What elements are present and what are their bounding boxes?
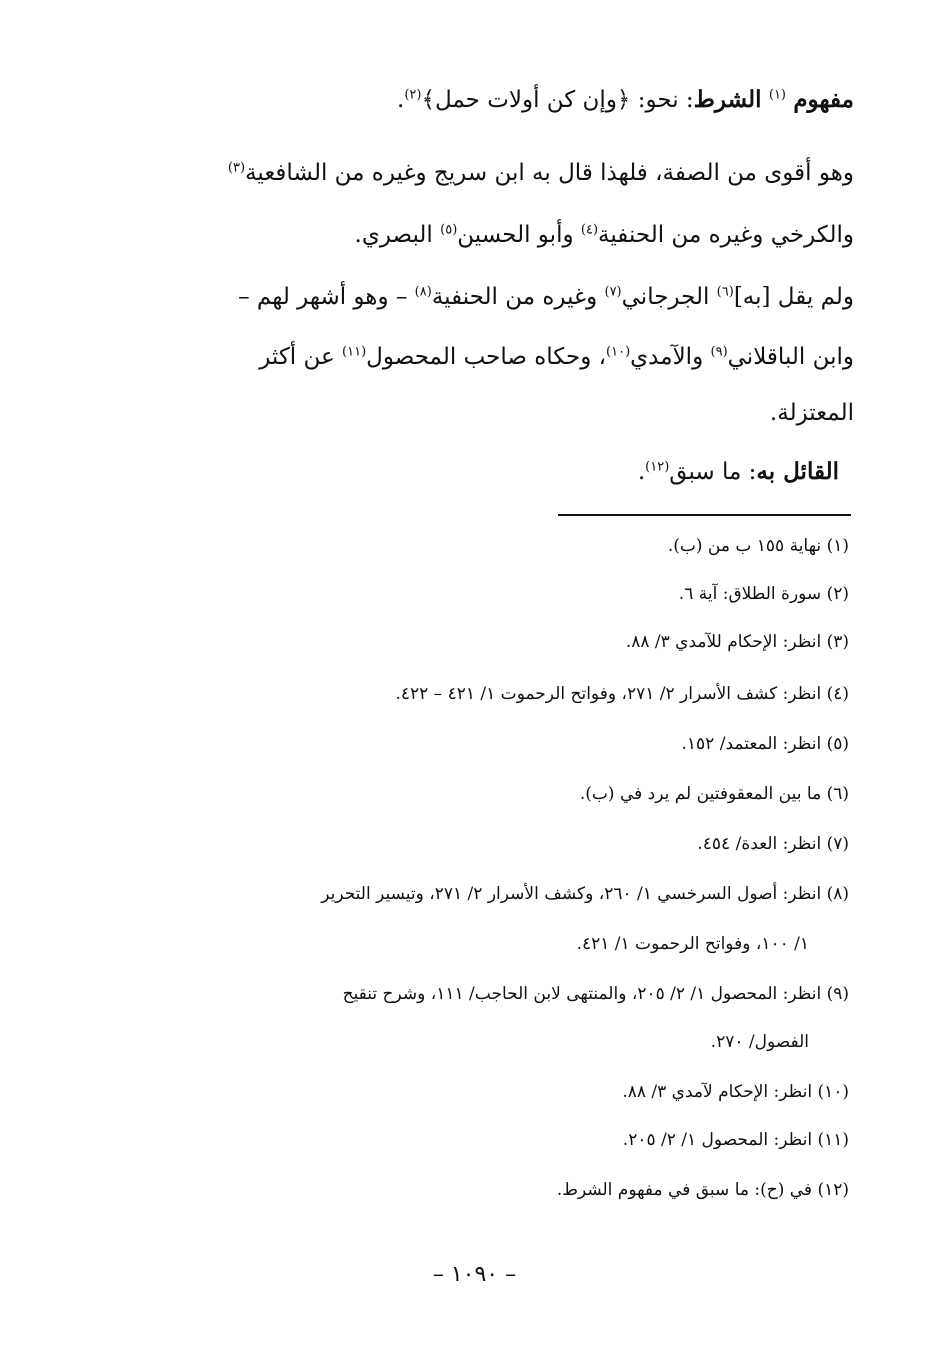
paragraph-3-line-1 [238,284,854,310]
footnote-9-continuation: الفصول/ ٢٧٠. [710,1032,809,1052]
footnote-ref-2: (٢) [404,87,422,103]
paragraph-3-text-2a: وابن الباقلاني [727,344,854,370]
paragraph-3-text-1a: ولم يقل [به] [733,284,854,310]
paragraph-3-line-2 [259,344,854,370]
footnote-3: (٣) انظر: الإحكام للآمدي ٣/ ٨٨. [625,632,849,652]
page-number: – ١٠٩٠ – [432,1262,517,1287]
footnote-ref-4: (٤) [580,222,599,238]
term-mafhum: مفهوم [793,86,854,113]
paragraph-2-text-2c: البصري. [354,222,433,248]
footnote-ref-3: (٣) [227,160,246,176]
paragraph-3-text-3: المعتزلة. [769,400,854,426]
footnote-ref-1: (١) [768,87,786,103]
paragraph-1-text: : نحو: ﴿وإن كن أولات حمل﴾ [421,87,694,113]
paragraph-2-text-1: وهو أقوى من الصفة، فلهذا قال به ابن سريج وغيره من الشافعية [245,160,854,186]
footnote-ref-8: (٨) [414,284,432,300]
footnote-ref-5: (٥) [440,222,458,238]
term-shart: الشرط [693,86,762,113]
paragraph-2-text-2a: والكرخي وغيره من الحنفية [598,222,854,248]
paragraph-3-text-2c: ، وحكاه صاحب المحصول [366,344,607,370]
paragraph-4-line [638,458,839,485]
footnote-2: (٢) سورة الطلاق: آية ٦. [678,584,849,604]
paragraph-2-line-1 [228,160,854,186]
footnote-9: (٩) انظر: المحصول ١/ ٢/ ٢٠٥، والمنتهى لابن الحاجب/ ١١١، وشرح تنقيح [342,984,849,1004]
footnote-ref-10: (١٠) [606,344,631,360]
footnote-5: (٥) انظر: المعتمد/ ١٥٢. [681,734,849,754]
paragraph-3-line-3 [770,400,854,426]
paragraph-4-end: . [637,459,646,485]
footnote-10: (١٠) انظر: الإحكام لآمدي ٣/ ٨٨. [622,1082,849,1102]
footnote-ref-7: (٧) [604,284,622,300]
paragraph-1-line [397,86,854,113]
paragraph-2-text-2b: وأبو الحسين [457,222,574,248]
paragraph-3-text-2d: عن أكثر [259,344,335,370]
footnote-4: (٤) انظر: كشف الأسرار ٢/ ٢٧١، وفواتح الرحموت ١/ ٤٢١ – ٤٢٢. [395,684,849,704]
footnote-ref-6: (٦) [716,284,734,300]
footnote-ref-11: (١١) [342,344,367,360]
footnote-ref-12: (١٢) [645,459,670,475]
paragraph-1-end: . [397,87,405,113]
paragraph-2-line-2 [355,222,854,248]
paragraph-4-text: : ما سبق [669,459,757,485]
paragraph-3-text-1b: الجرجاني [621,284,710,310]
footnote-8: (٨) انظر: أصول السرخسي ١/ ٢٦٠، وكشف الأسرار ٢/ ٢٧١، وتيسير التحرير [321,884,849,904]
footnote-ref-9: (٩) [710,344,728,360]
footnote-11: (١١) انظر: المحصول ١/ ٢/ ٢٠٥. [622,1130,849,1150]
heading-qail-bihi: القائل به [756,458,839,485]
footnote-12: (١٢) في (ح): ما سبق في مفهوم الشرط. [556,1180,849,1200]
paragraph-3-text-1c: وغيره من الحنفية [431,284,598,310]
footnote-divider [558,514,851,516]
footnote-7: (٧) انظر: العدة/ ٤٥٤. [697,834,849,854]
footnote-1: (١) نهاية ١٥٥ ب من (ب). [667,536,849,556]
paragraph-3-text-1d: – وهو أشهر لهم – [238,284,408,310]
paragraph-3-text-2b: والآمدي [630,344,704,370]
footnote-6: (٦) ما بين المعقوفتين لم يرد في (ب). [579,784,849,804]
footnote-8-continuation: ١/ ١٠٠، وفواتح الرحموت ١/ ٤٢١. [576,934,809,954]
